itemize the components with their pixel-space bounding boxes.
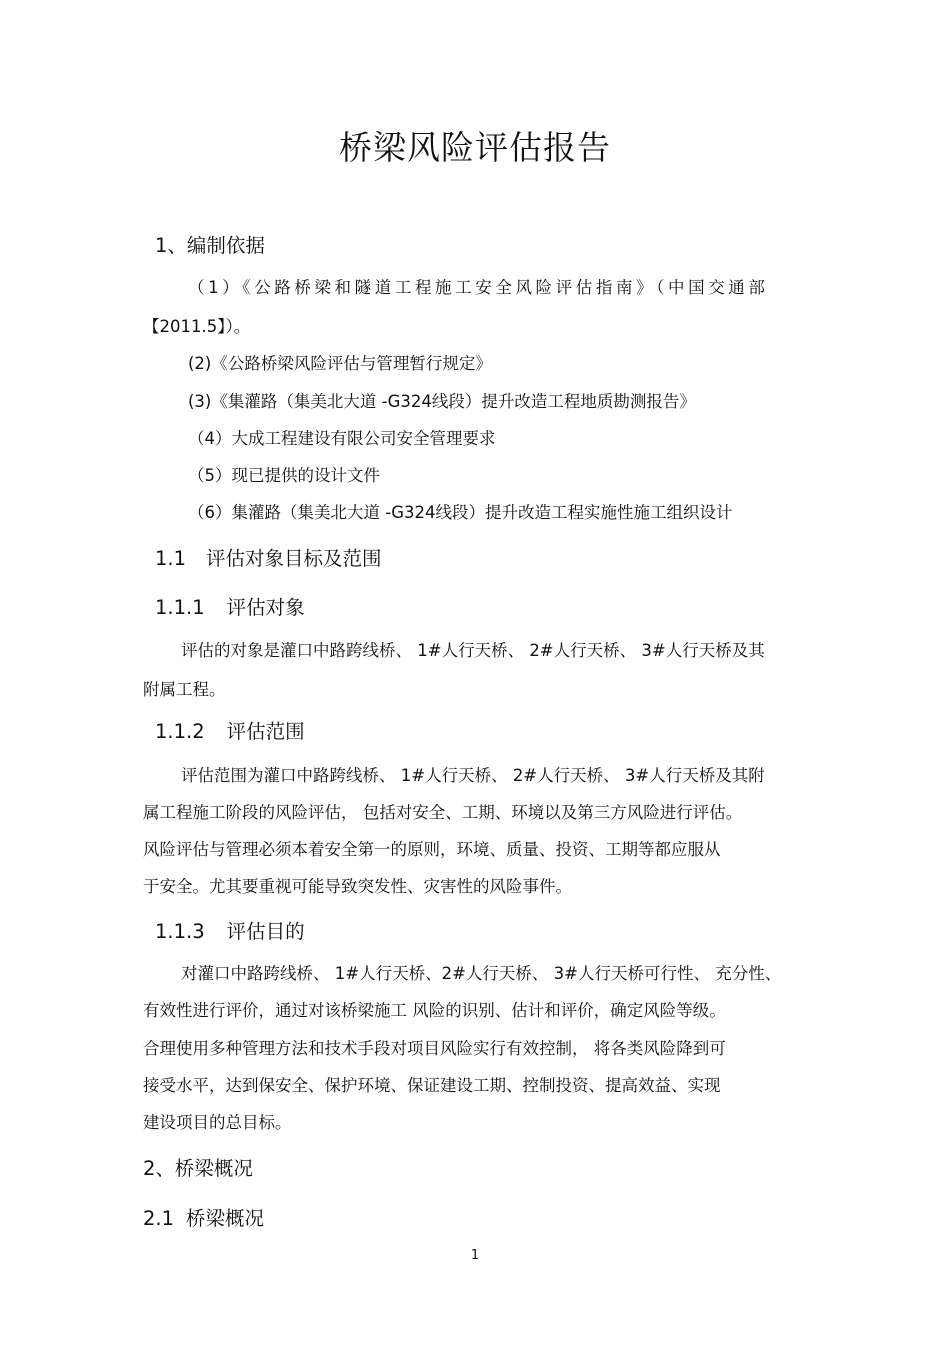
paragraph-line: 合理使用多种管理方法和技术手段对项目风险实行有效控制， 将各类风险降到可	[143, 1039, 726, 1058]
paragraph-line: 对灌口中路跨线桥、 1#人行天桥、2#人行天桥、 3#人行天桥可行性、 充分性、	[181, 964, 782, 983]
document-title: 桥梁风险评估报告	[339, 128, 611, 167]
section-title: 评估范围	[226, 720, 305, 743]
section-1-heading: 1、编制依据	[155, 234, 265, 257]
section-number: 1.1.2	[155, 720, 205, 743]
paragraph-line: 属工程施工阶段的风险评估， 包括对安全、工期、环境以及第三方风险进行评估。	[143, 803, 743, 822]
basis-item-6: （6）集灌路（集美北大道 -G324线段）提升改造工程实施性施工组织设计	[188, 503, 733, 522]
section-number: 1.1.3	[155, 920, 205, 943]
section-title: 评估对象	[226, 596, 305, 619]
section-number: 1.1	[155, 547, 187, 570]
paragraph-line: 建设项目的总目标。	[143, 1113, 292, 1132]
paragraph-line: 有效性进行评价，通过对该桥梁施工 风险的识别、估计和评价，确定风险等级。	[143, 1001, 726, 1020]
section-2-heading: 2、桥梁概况	[143, 1157, 253, 1180]
basis-item-1-line-1: （1）《公路桥梁和隧道工程施工安全风险评估指南》（中国交通部	[188, 278, 769, 297]
paragraph-line: 评估的对象是灌口中路跨线桥、 1#人行天桥、 2#人行天桥、 3#人行天桥及其	[181, 641, 765, 660]
section-title: 评估对象目标及范围	[206, 547, 382, 570]
section-1-1-2-heading	[155, 716, 305, 744]
section-2-1-heading	[143, 1203, 264, 1231]
basis-item-4: （4）大成工程建设有限公司安全管理要求	[188, 429, 496, 448]
paragraph-line: 于安全。尤其要重视可能导致突发性、灾害性的风险事件。	[143, 877, 572, 896]
basis-item-5: （5）现已提供的设计文件	[188, 466, 380, 485]
section-1-1-3-heading	[155, 916, 305, 944]
paragraph-line: 附属工程。	[143, 680, 226, 699]
paragraph-line: 接受水平，达到保安全、保护环境、保证建设工期、控制投资、提高效益、实现	[143, 1076, 721, 1095]
section-title: 桥梁概况	[186, 1207, 265, 1230]
paragraph-line: 风险评估与管理必须本着安全第一的原则，环境、质量、投资、工期等都应服从	[143, 840, 721, 859]
paragraph-line: 评估范围为灌口中路跨线桥、 1#人行天桥、 2#人行天桥、 3#人行天桥及其附	[181, 766, 765, 785]
basis-item-2: (2)《公路桥梁风险评估与管理暂行规定》	[188, 354, 492, 373]
basis-item-3: (3)《集灌路（集美北大道 -G324线段）提升改造工程地质勘测报告》	[188, 392, 696, 411]
section-number: 2.1	[143, 1207, 175, 1230]
section-title: 评估目的	[226, 920, 305, 943]
page-number: 1	[470, 1248, 480, 1263]
basis-item-1-line-2: 【2011.5】）。	[143, 317, 251, 336]
section-1-1-heading	[155, 543, 382, 571]
section-1-1-1-heading	[155, 592, 305, 620]
section-number: 1.1.1	[155, 596, 205, 619]
